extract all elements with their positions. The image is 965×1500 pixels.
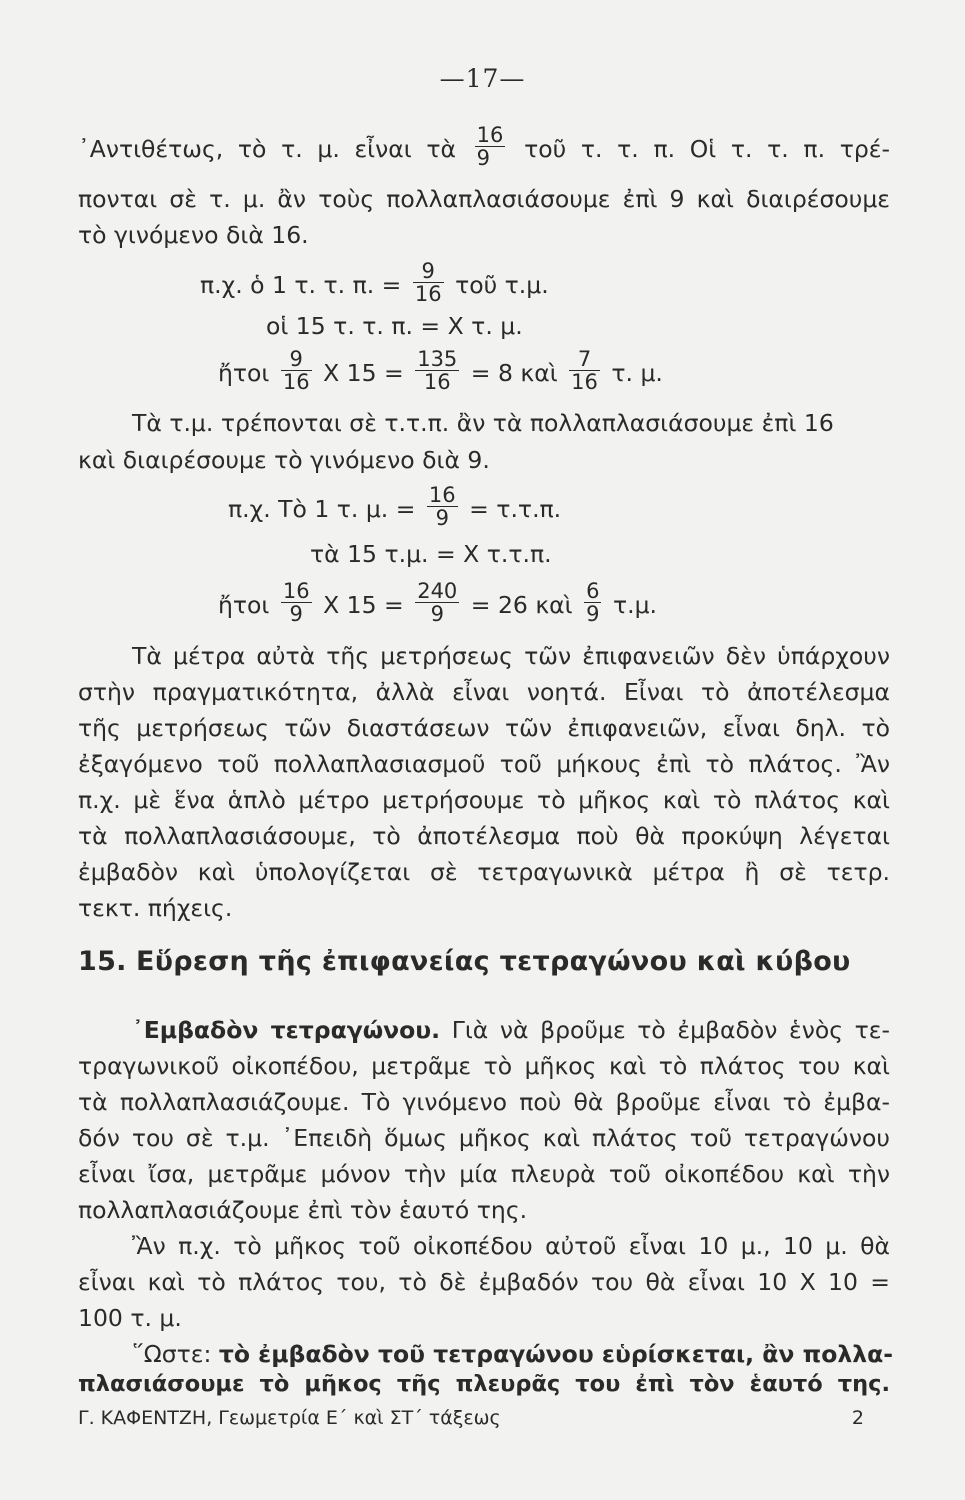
fraction bbox=[569, 348, 600, 393]
text-segment: ἤτοι bbox=[218, 591, 270, 619]
text-segment: τ. μ. bbox=[611, 359, 663, 387]
text-segment: ἤτοι bbox=[218, 359, 270, 387]
fraction-numerator: 240 bbox=[417, 579, 458, 603]
footer-text: Γ. ΚΑΦΕΝΤΖΗ, Γεωμετρία Ε΄ καὶ ΣΤ΄ τάξεως bbox=[78, 1407, 501, 1429]
text-segment: = 8 καὶ bbox=[470, 359, 558, 387]
section-line-3: τὰ πολλαπλασιάζουμε. Τὸ γινόμενο ποὺ θὰ βροῦμε εἶναι τὸ ἐμβα- bbox=[78, 1088, 890, 1116]
fraction-denominator: 16 bbox=[415, 370, 459, 393]
section-line-4: δόν του σὲ τ.μ. ᾿Επειδὴ ὅμως μῆκος καὶ πλάτος τοῦ τετραγώνου bbox=[78, 1124, 890, 1152]
fraction-denominator: 16 bbox=[414, 282, 442, 306]
fraction-denominator: 9 bbox=[415, 602, 459, 625]
example-line-4 bbox=[228, 483, 562, 533]
fraction-numerator: 135 bbox=[417, 347, 458, 371]
fraction-denominator: 9 bbox=[475, 146, 506, 169]
text-segment: X 15 = bbox=[323, 359, 404, 387]
text-line-2: πονται σὲ τ. μ. ἂν τοὺς πολλαπλασιάσουμε ἐπὶ 9 καὶ διαιρέσουμε bbox=[78, 185, 890, 213]
fraction bbox=[427, 484, 458, 529]
paragraph-line-4: ἐξαγόμενο τοῦ πολλαπλασιασμοῦ τοῦ μήκους ἐπὶ τὸ πλάτος. Ἂν bbox=[78, 750, 890, 778]
fraction-denominator: 16 bbox=[282, 370, 310, 394]
section-line-2: τραγωνικοῦ οἰκοπέδου, μετρᾶμε τὸ μῆκος καὶ τὸ πλάτος του καὶ bbox=[78, 1052, 890, 1080]
fraction-denominator: 16 bbox=[571, 370, 598, 394]
fraction bbox=[281, 348, 312, 393]
fraction-numerator: 9 bbox=[421, 259, 435, 283]
fraction-numerator: 6 bbox=[586, 579, 600, 603]
example-line-3 bbox=[218, 347, 663, 397]
section-line-7: Ἂν π.χ. τὸ μῆκος τοῦ οἰκοπέδου αὐτοῦ εἶναι 10 μ., 10 μ. θὰ bbox=[132, 1232, 890, 1260]
paragraph-line-3: τῆς μετρήσεως τῶν διαστάσεων τῶν ἐπιφανειῶν, εἶναι δηλ. τὸ bbox=[78, 714, 890, 742]
section-line-6: πολλαπλασιάζουμε ἐπὶ τὸν ἑαυτό της. bbox=[78, 1196, 528, 1224]
page-footer bbox=[78, 1404, 864, 1432]
text-segment: ῞Ωστε: bbox=[132, 1340, 212, 1368]
example-line-2: οἱ 15 τ. τ. π. = X τ. μ. bbox=[266, 312, 523, 340]
paragraph-line-2: στὴν πραγματικότητα, ἀλλὰ εἶναι νοητά. Εἶναι τὸ ἀποτέλεσμα bbox=[78, 678, 890, 706]
fraction bbox=[415, 580, 459, 625]
fraction bbox=[415, 348, 459, 393]
footer-page-number: 2 bbox=[851, 1407, 864, 1429]
section-line-9: 100 τ. μ. bbox=[78, 1304, 182, 1332]
conclusion-line-2: πλασιάσουμε τὸ μῆκος τῆς πλευρᾶς του ἐπὶ τὸν ἑαυτό της. bbox=[78, 1371, 890, 1397]
section-line-8: εἶναι καὶ τὸ πλάτος του, τὸ δὲ ἐμβαδόν του θὰ εἶναι 10 X 10 = bbox=[78, 1268, 890, 1296]
fraction-numerator: 16 bbox=[428, 483, 456, 507]
subheading: ᾿Εμβαδὸν τετραγώνου. bbox=[132, 1016, 441, 1044]
section-heading bbox=[78, 944, 890, 980]
text-segment: = 26 καὶ bbox=[470, 591, 573, 619]
text-segment: τοῦ τ.μ. bbox=[455, 271, 549, 299]
text-segment: = τ.τ.π. bbox=[469, 495, 562, 523]
fraction bbox=[281, 580, 312, 625]
example-line-5: τὰ 15 τ.μ. = X τ.τ.π. bbox=[310, 540, 552, 568]
text-segment: ᾿Αντιθέτως, τὸ τ. μ. εἶναι τὰ bbox=[78, 135, 456, 163]
fraction-numerator: 16 bbox=[282, 579, 310, 603]
paragraph-line-8: τεκτ. πήχεις. bbox=[78, 894, 233, 922]
text-line-4: Τὰ τ.μ. τρέπονται σὲ τ.τ.π. ἂν τὰ πολλαπλασιάσουμε ἐπὶ 16 bbox=[132, 409, 834, 437]
text-line-5: καὶ διαιρέσουμε τὸ γινόμενο διὰ 9. bbox=[78, 446, 490, 474]
example-line-6 bbox=[218, 579, 657, 629]
section-line-5: εἶναι ἴσα, μετρᾶμε μόνον τὴν μία πλευρὰ τοῦ οἰκοπέδου καὶ τὴν bbox=[78, 1160, 890, 1188]
fraction bbox=[413, 260, 444, 305]
paragraph-line-1: Τὰ μέτρα αὐτὰ τῆς μετρήσεως τῶν ἐπιφανειῶν δὲν ὑπάρχουν bbox=[132, 642, 890, 670]
text-line-1 bbox=[78, 123, 890, 173]
fraction-numerator: 7 bbox=[577, 347, 592, 371]
fraction-numerator: 16 bbox=[476, 123, 504, 147]
fraction bbox=[475, 124, 506, 169]
text-line-3: τὸ γινόμενο διὰ 16. bbox=[78, 221, 309, 249]
fraction-denominator: 9 bbox=[586, 602, 600, 626]
section-line-1 bbox=[132, 1012, 890, 1048]
fraction-numerator: 9 bbox=[289, 347, 303, 371]
paragraph-line-6: τὰ πολλαπλασιάσουμε, τὸ ἀποτέλεσμα ποὺ θὰ προκύψη λέγεται bbox=[78, 822, 890, 850]
text-segment: X 15 = bbox=[323, 591, 404, 619]
bold-text-segment: τὸ ἐμβαδὸν τοῦ τετραγώνου εὑρίσκεται, ἂν πολλα- bbox=[218, 1340, 893, 1368]
text-segment: τ.μ. bbox=[612, 591, 657, 619]
text-segment: τοῦ τ. τ. π. Οἱ τ. τ. π. τρέ- bbox=[524, 135, 890, 163]
example-line-1 bbox=[200, 259, 549, 309]
text-segment: π.χ. ὁ 1 τ. τ. π. = bbox=[200, 271, 402, 299]
fraction-denominator: 9 bbox=[281, 602, 312, 625]
page-number: —17— bbox=[439, 64, 526, 93]
paragraph-line-7: ἐμβαδὸν καὶ ὑπολογίζεται σὲ τετραγωνικὰ μέτρα ἢ σὲ τετρ. bbox=[78, 858, 890, 886]
text-segment: Γιὰ νὰ βροῦμε τὸ ἐμβαδὸν ἑνὸς τε- bbox=[451, 1016, 890, 1044]
fraction-denominator: 9 bbox=[427, 506, 458, 529]
section-title: Εὕρεση τῆς ἐπιφανείας τετραγώνου καὶ κύβου bbox=[136, 946, 851, 977]
section-number: 15. bbox=[78, 946, 127, 977]
fraction bbox=[584, 580, 601, 625]
text-segment: π.χ. Τὸ 1 τ. μ. = bbox=[228, 495, 416, 523]
paragraph-line-5: π.χ. μὲ ἕνα ἁπλὸ μέτρο μετρήσουμε τὸ μῆκος καὶ τὸ πλάτος καὶ bbox=[78, 786, 890, 814]
